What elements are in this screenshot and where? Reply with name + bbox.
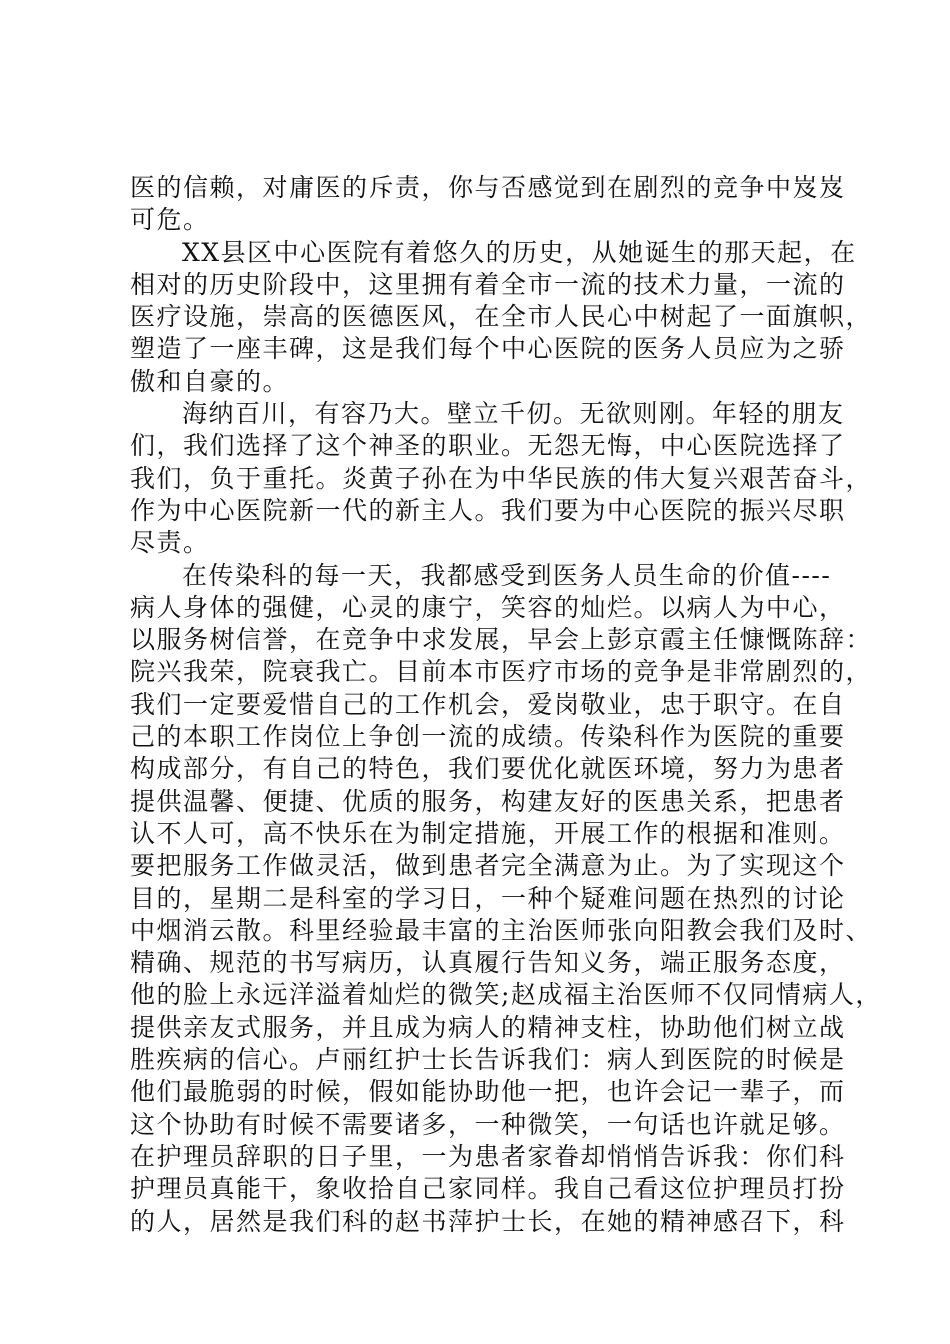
paragraph-first-line: 海纳百川，有容乃大。壁立千仞。无欲则刚。年轻的朋友 [182,399,845,429]
text-line: 的人，居然是我们科的赵书萍护士长，在她的精神感召下，科 [130,1206,846,1236]
document-body [130,172,882,1238]
text-line: 己的本职工作岗位上争创一流的成绩。传染科作为医院的重要 [130,722,846,752]
paragraph-first-line: 在传染科的每一天，我都感受到医务人员生命的价值---- [182,560,832,590]
text-line: 们，我们选择了这个神圣的职业。无怨无悔，中心医院选择了 [130,431,846,461]
text-line: 护理员真能干，象收拾自己家同样。我自己看这位护理员打扮 [130,1174,846,1204]
text-line: 医疗设施，崇高的医德医风，在全市人民心中树起了一面旗帜， [130,302,873,332]
text-line: 我们，负于重托。炎黄子孙在为中华民族的伟大复兴艰苦奋斗， [130,463,873,493]
text-line: 傲和自豪的。 [130,366,290,396]
text-line: 目的，星期二是科室的学习日，一种个疑难问题在热烈的讨论 [130,883,846,913]
text-line: 提供温馨、便捷、优质的服务，构建友好的医患关系，把患者 [130,786,846,816]
text-line: 尽责。 [130,528,210,558]
text-line: 胜疾病的信心。卢丽红护士长告诉我们：病人到医院的时候是 [130,1045,846,1075]
text-line: 构成部分，有自己的特色，我们要优化就医环境，努力为患者 [130,754,846,784]
text-line: 塑造了一座丰碑，这是我们每个中心医院的医务人员应为之骄 [130,334,846,364]
text-line: 医的信赖，对庸医的斥责，你与否感觉到在剧烈的竞争中岌岌 [130,173,846,202]
text-line: 他的脸上永远洋溢着灿烂的微笑;赵成福主治医师不仅同情病人， [130,980,882,1010]
text-line: 作为中心医院新一代的新主人。我们要为中心医院的振兴尽职 [130,495,846,525]
text-line: 要把服务工作做灵活，做到患者完全满意为止。为了实现这个 [130,851,846,881]
text-line: 相对的历史阶段中，这里拥有着全市一流的技术力量，一流的 [130,269,846,299]
text-line: 病人身体的强健，心灵的康宁，笑容的灿烂。以病人为中心， [130,592,846,622]
text-line: 在护理员辞职的日子里，一为患者家眷却悄悄告诉我：你们科 [130,1141,846,1171]
text-line: 他们最脆弱的时候，假如能协助他一把，也许会记一辈子，而 [130,1077,846,1107]
text-line: 我们一定要爱惜自己的工作机会，爱岗敬业，忠于职守。在自 [130,689,846,719]
paragraph-first-line: XX县区中心医院有着悠久的历史，从她诞生的那天起，在 [182,237,857,267]
text-line: 中烟消云散。科里经验最丰富的主治医师张向阳教会我们及时、 [130,915,873,945]
text-line: 精确、规范的书写病历，认真履行告知义务，端正服务态度， [130,948,846,978]
text-line: 可危。 [130,205,210,235]
text-line: 提供亲友式服务，并且成为病人的精神支柱，协助他们树立战 [130,1012,846,1042]
text-line: 这个协助有时候不需要诸多，一种微笑，一句话也许就足够。 [130,1109,846,1139]
text-line: 以服务树信誉，在竞争中求发展，早会上彭京霞主任慷慨陈辞： [130,625,873,655]
text-line: 认不人可，高不快乐在为制定措施，开展工作的根据和准则。 [130,818,846,848]
text-line: 院兴我荣，院衰我亡。目前本市医疗市场的竞争是非常剧烈的， [130,657,873,687]
